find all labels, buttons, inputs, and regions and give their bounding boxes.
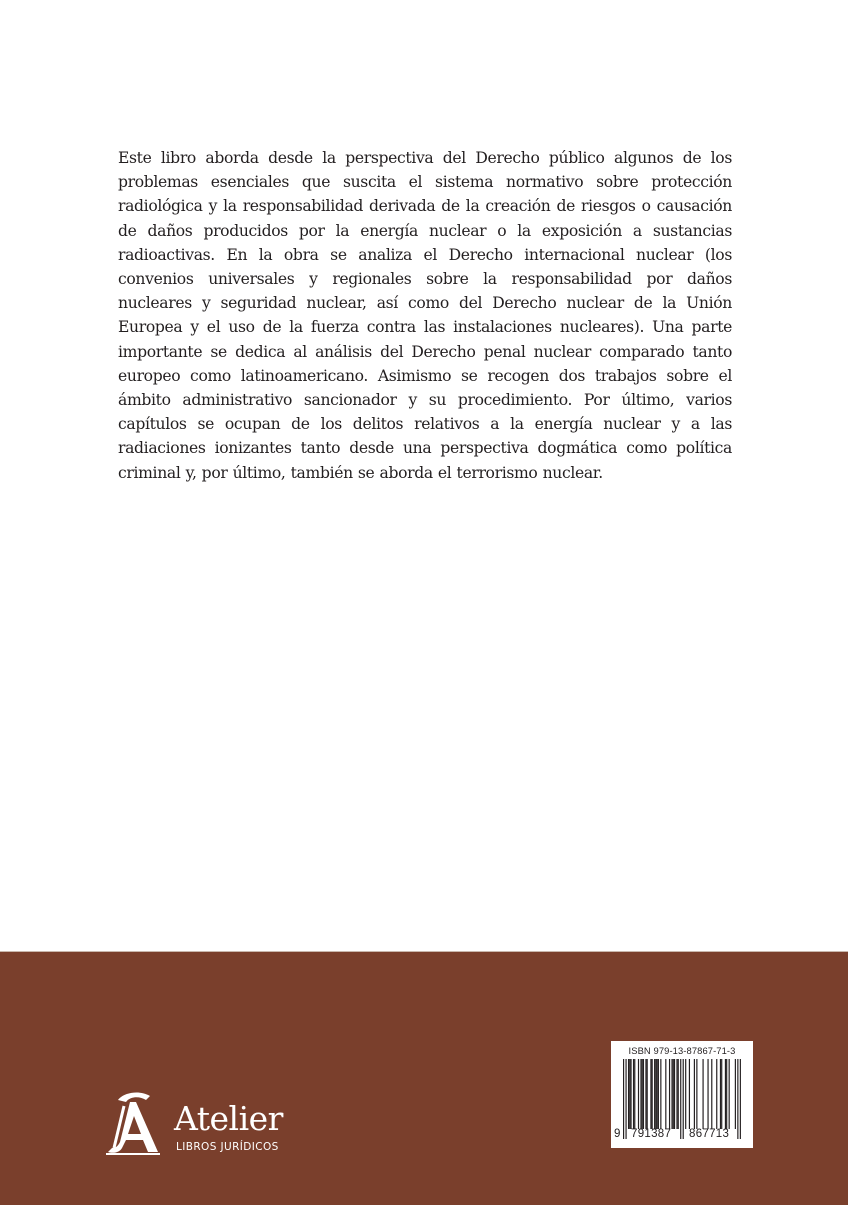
barcode-bar	[634, 1059, 635, 1129]
barcode-bar	[726, 1059, 727, 1129]
barcode-digit-first: 9	[614, 1128, 621, 1140]
barcode-bar	[737, 1059, 738, 1139]
barcode-bar	[725, 1059, 726, 1129]
barcode-bar	[640, 1059, 641, 1129]
barcode-bar	[716, 1059, 717, 1129]
barcode-bar	[658, 1059, 659, 1129]
barcode-bar	[643, 1059, 644, 1129]
back-cover-blurb: Este libro aborda desde la perspectiva del Derecho público algunos de los problemas esenciales que suscita el sistema normativo sobre protección radiológica y la responsabilidad derivada de la creación de riesgos o causación de daños producidos por la energía nuclear o la exposición a sustancias radioactivas. En la obra se analiza el Derecho internacional nuclear (los convenios universales y regionales sobre la responsabilidad por daños nucleares y seguridad nuclear, así como del Derecho nuclear de la Unión Europea y el uso de la fuerza contra las instalaciones nucleares). Una parte importante se dedica al análisis del Derecho penal nuclear comparado tanto europeo como latinoamericano. Asimismo se recogen dos trabajos sobre el ámbito administrativo sancionador y su procedimiento. Por último, varios capítulos se ocupan de los delitos relativos a la energía nuclear y a las radiaciones ionizantes tanto desde una perspectiva dogmática como política criminal y, por último, también se aborda el terrorismo nuclear.	[118, 149, 732, 482]
barcode-bar	[711, 1059, 712, 1129]
barcode-bar	[665, 1059, 666, 1129]
barcode-bar	[676, 1059, 677, 1129]
barcode-bar	[654, 1059, 655, 1129]
barcode-bar	[678, 1059, 679, 1129]
barcode-bar	[689, 1059, 690, 1129]
barcode-bar	[694, 1059, 695, 1129]
publisher-name: Atelier	[174, 1099, 283, 1138]
barcode-digits-right: 867713	[689, 1128, 730, 1140]
barcode-bar	[625, 1059, 626, 1139]
barcode-bar	[696, 1059, 697, 1129]
barcode-digits-left: 791387	[631, 1128, 672, 1140]
barcode-bar	[721, 1059, 722, 1129]
barcode-bar	[630, 1059, 631, 1129]
publisher-subtitle: LIBROS JURÍDICOS	[176, 1141, 279, 1153]
barcode-bar	[638, 1059, 639, 1129]
barcode-bar	[642, 1059, 643, 1129]
barcode-bar	[702, 1059, 703, 1129]
barcode-bar	[655, 1059, 656, 1129]
barcode-bar	[673, 1059, 674, 1129]
atelier-a-logo-icon	[100, 1088, 170, 1158]
barcode-bar	[647, 1059, 648, 1129]
barcode-bar	[671, 1059, 672, 1129]
barcode-bar	[683, 1059, 684, 1139]
barcode-bar	[680, 1059, 681, 1139]
barcode-bar	[740, 1059, 741, 1139]
barcode-bar	[660, 1059, 661, 1129]
barcode-bar	[729, 1059, 730, 1129]
barcode-bar	[633, 1059, 634, 1129]
isbn-label: ISBN 979-13-87867-71-3	[628, 1045, 736, 1056]
barcode-bar	[720, 1059, 721, 1129]
barcode-bar	[652, 1059, 653, 1129]
barcode-bar	[674, 1059, 675, 1129]
barcode-bar	[685, 1059, 686, 1129]
barcode-bar	[629, 1059, 630, 1129]
isbn-barcode	[611, 1041, 753, 1148]
publisher-logo	[100, 1088, 300, 1158]
barcode-bar	[707, 1059, 708, 1129]
barcode-bar	[623, 1059, 624, 1139]
barcode-bar	[645, 1059, 646, 1129]
barcode-bar	[669, 1059, 670, 1129]
barcode-bar	[628, 1059, 629, 1129]
barcode-bar	[735, 1059, 736, 1129]
barcode-bar	[657, 1059, 658, 1129]
barcode-bars	[623, 1059, 741, 1139]
barcode-bar	[650, 1059, 651, 1129]
